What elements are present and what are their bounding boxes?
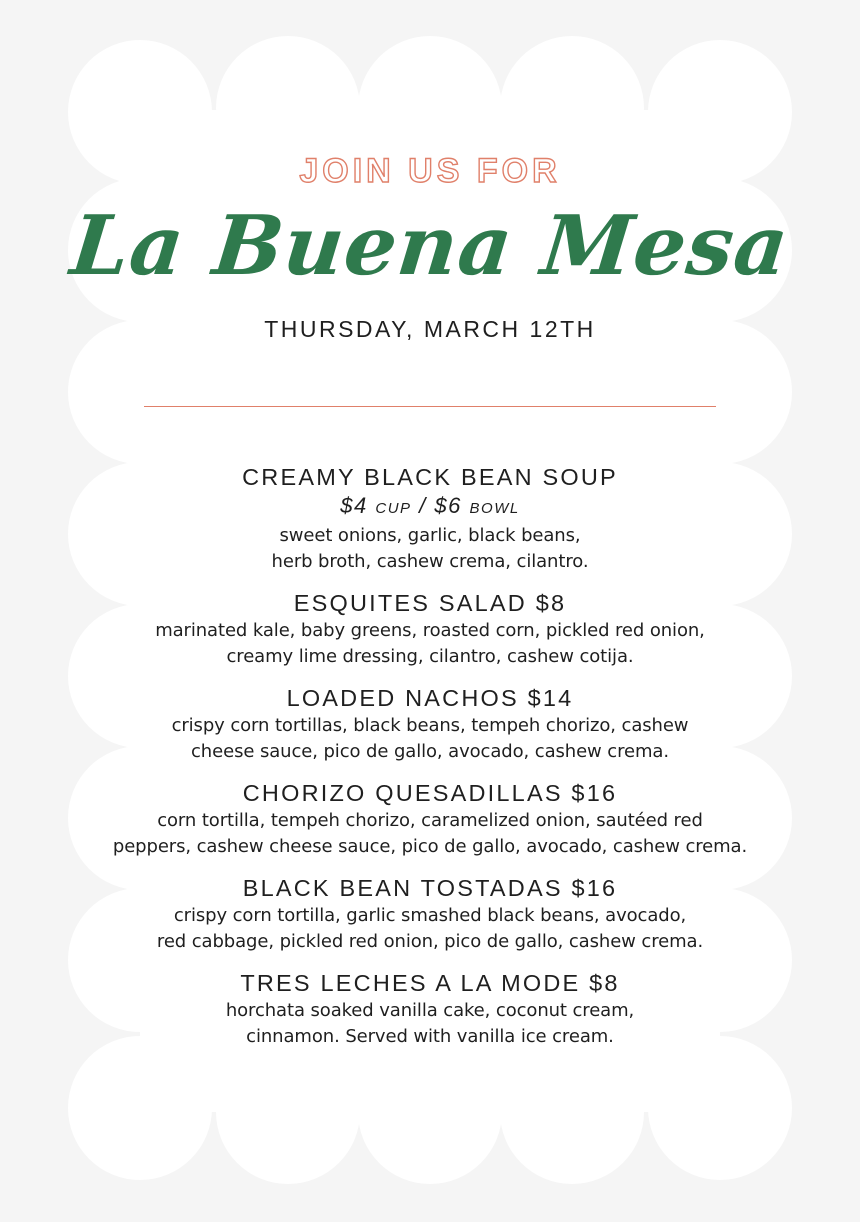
page-title: La Buena Mesa — [66, 198, 794, 294]
menu-item-esquites — [60, 588, 800, 670]
price-separator: / — [419, 493, 427, 518]
price-bowl-label: BOWL — [469, 500, 520, 517]
menu-item-desc-line: crispy corn tortillas, black beans, tempeh chorizo, cashew — [171, 715, 689, 736]
menu-item-quesadillas — [60, 778, 800, 860]
kicker-text: JOIN US FOR — [299, 152, 561, 190]
menu-item-desc-line: cheese sauce, pico de gallo, avocado, cashew crema. — [191, 741, 669, 762]
menu-item-desc-line: herb broth, cashew crema, cilantro. — [271, 551, 589, 572]
menu-item-desc-line: crispy corn tortilla, garlic smashed black beans, avocado, — [173, 905, 687, 926]
menu-item-desc-line: red cabbage, pickled red onion, pico de gallo, cashew crema. — [156, 931, 704, 952]
menu-item-name: CREAMY BLACK BEAN SOUP — [242, 464, 618, 490]
menu-item-name: TRES LECHES A LA MODE $8 — [240, 970, 620, 996]
menu-item-tostadas — [60, 873, 800, 955]
menu-item-desc-line: sweet onions, garlic, black beans, — [279, 525, 581, 546]
menu-item-tres-leches — [60, 968, 800, 1050]
menu-item-name: LOADED NACHOS $14 — [286, 685, 574, 711]
price-cup: $4 — [340, 493, 368, 518]
menu-item-desc-line: cinnamon. Served with vanilla ice cream. — [246, 1026, 614, 1047]
event-date: THURSDAY, MARCH 12TH — [264, 316, 596, 342]
menu-list — [60, 462, 800, 1063]
price-bowl: $6 — [434, 493, 462, 518]
menu-item-desc-line: peppers, cashew cheese sauce, pico de gallo, avocado, cashew crema. — [112, 836, 748, 857]
menu-item-price-options — [60, 492, 800, 523]
menu-item-nachos — [60, 683, 800, 765]
menu-item-desc-line: creamy lime dressing, cilantro, cashew cotija. — [226, 646, 634, 667]
menu-item-desc-line: corn tortilla, tempeh chorizo, caramelized onion, sautéed red — [157, 810, 703, 831]
divider-line — [144, 406, 716, 407]
menu-item-name: ESQUITES SALAD $8 — [293, 590, 567, 616]
menu-item-desc-line: horchata soaked vanilla cake, coconut cream, — [225, 1000, 635, 1021]
menu-item-desc-line: marinated kale, baby greens, roasted corn, pickled red onion, — [155, 620, 705, 641]
menu-item-name: CHORIZO QUESADILLAS $16 — [242, 780, 618, 806]
menu-item-name: BLACK BEAN TOSTADAS $16 — [242, 875, 618, 901]
price-cup-label: CUP — [375, 500, 412, 517]
menu-item-soup — [60, 462, 800, 575]
